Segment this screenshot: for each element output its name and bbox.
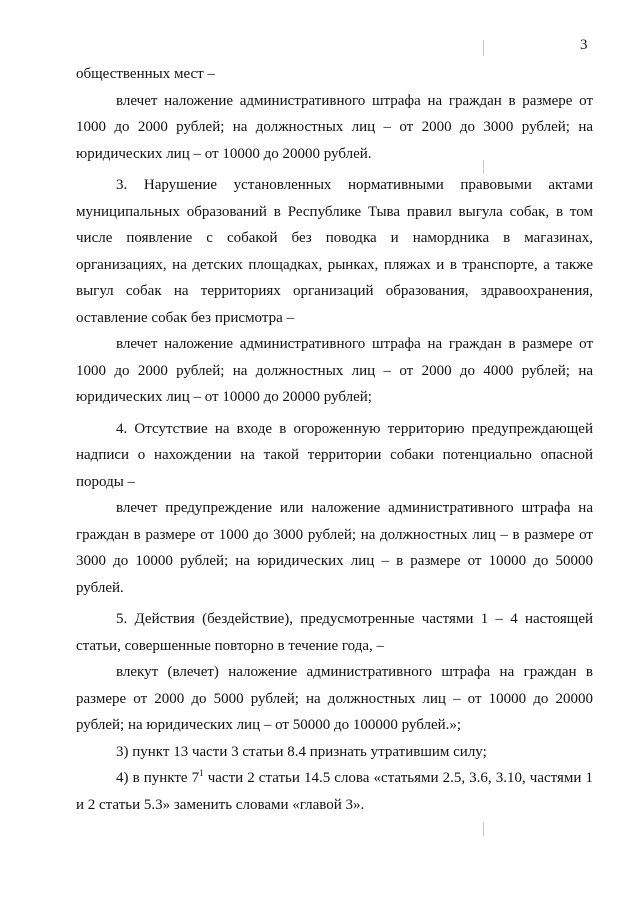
paragraph: 4. Отсутствие на входе в огороженную территорию предупреждающей надписи о нахождении на такой территории собаки потенциально опасной породы – xyxy=(76,420,593,490)
page-number: 3 xyxy=(580,37,588,53)
paragraph: общественных мест – xyxy=(76,66,215,82)
paragraph: 3. Нарушение установленных нормативными правовыми актами муниципальных образований в Республике Тыва правил выгула собак, в том числе появление с собакой без поводка и намордника в магазинах, организациях, на детских площадках, рынках, пляжах и в транспорте, а также выгул собак на территориях организаций образования, здравоохранения, оставление собак без присмотра – xyxy=(76,177,593,326)
paragraph: влечет наложение административного штрафа на граждан в размере от 1000 до 2000 рублей; на должностных лиц – от 2000 до 4000 рублей; на юридических лиц – от 10000 до 20000 рублей; xyxy=(76,336,593,405)
document-body xyxy=(76,61,593,818)
paragraph: влечет наложение административного штрафа на граждан в размере от 1000 до 2000 рублей; на должностных лиц – от 2000 до 3000 рублей; на юридических лиц – от 10000 до 20000 рублей. xyxy=(76,92,593,162)
paragraph-last xyxy=(76,765,593,818)
scan-artifact xyxy=(483,822,484,836)
text-fragment: части 2 статьи 14.5 слова «статьями 2.5, 3.6, 3.10, частями 1 и 2 статьи 5.3» заменить словами «главой 3». xyxy=(76,770,593,813)
text-fragment: 4) в пункте 7 xyxy=(116,770,200,786)
paragraph: 3) пункт 13 части 3 статьи 8.4 признать утратившим силу; xyxy=(116,743,487,760)
paragraph: влечет предупреждение или наложение административного штрафа на граждан в размере от 1000 до 3000 рублей; на должностных лиц – в размере от 3000 до 10000 рублей; на юридических лиц – в размере от 10000 до 50000 рублей. xyxy=(76,500,593,596)
scan-artifact xyxy=(483,40,484,56)
paragraph: 5. Действия (бездействие), предусмотренные частями 1 – 4 настоящей статьи, совершенные повторно в течение года, – xyxy=(76,611,593,654)
paragraph: влекут (влечет) наложение административного штрафа на граждан в размере от 2000 до 5000 рублей; на должностных лиц – от 10000 до 20000 рублей; на юридических лиц – от 50000 до 100000 рублей.»; xyxy=(76,664,593,733)
superscript: 1 xyxy=(199,768,204,778)
